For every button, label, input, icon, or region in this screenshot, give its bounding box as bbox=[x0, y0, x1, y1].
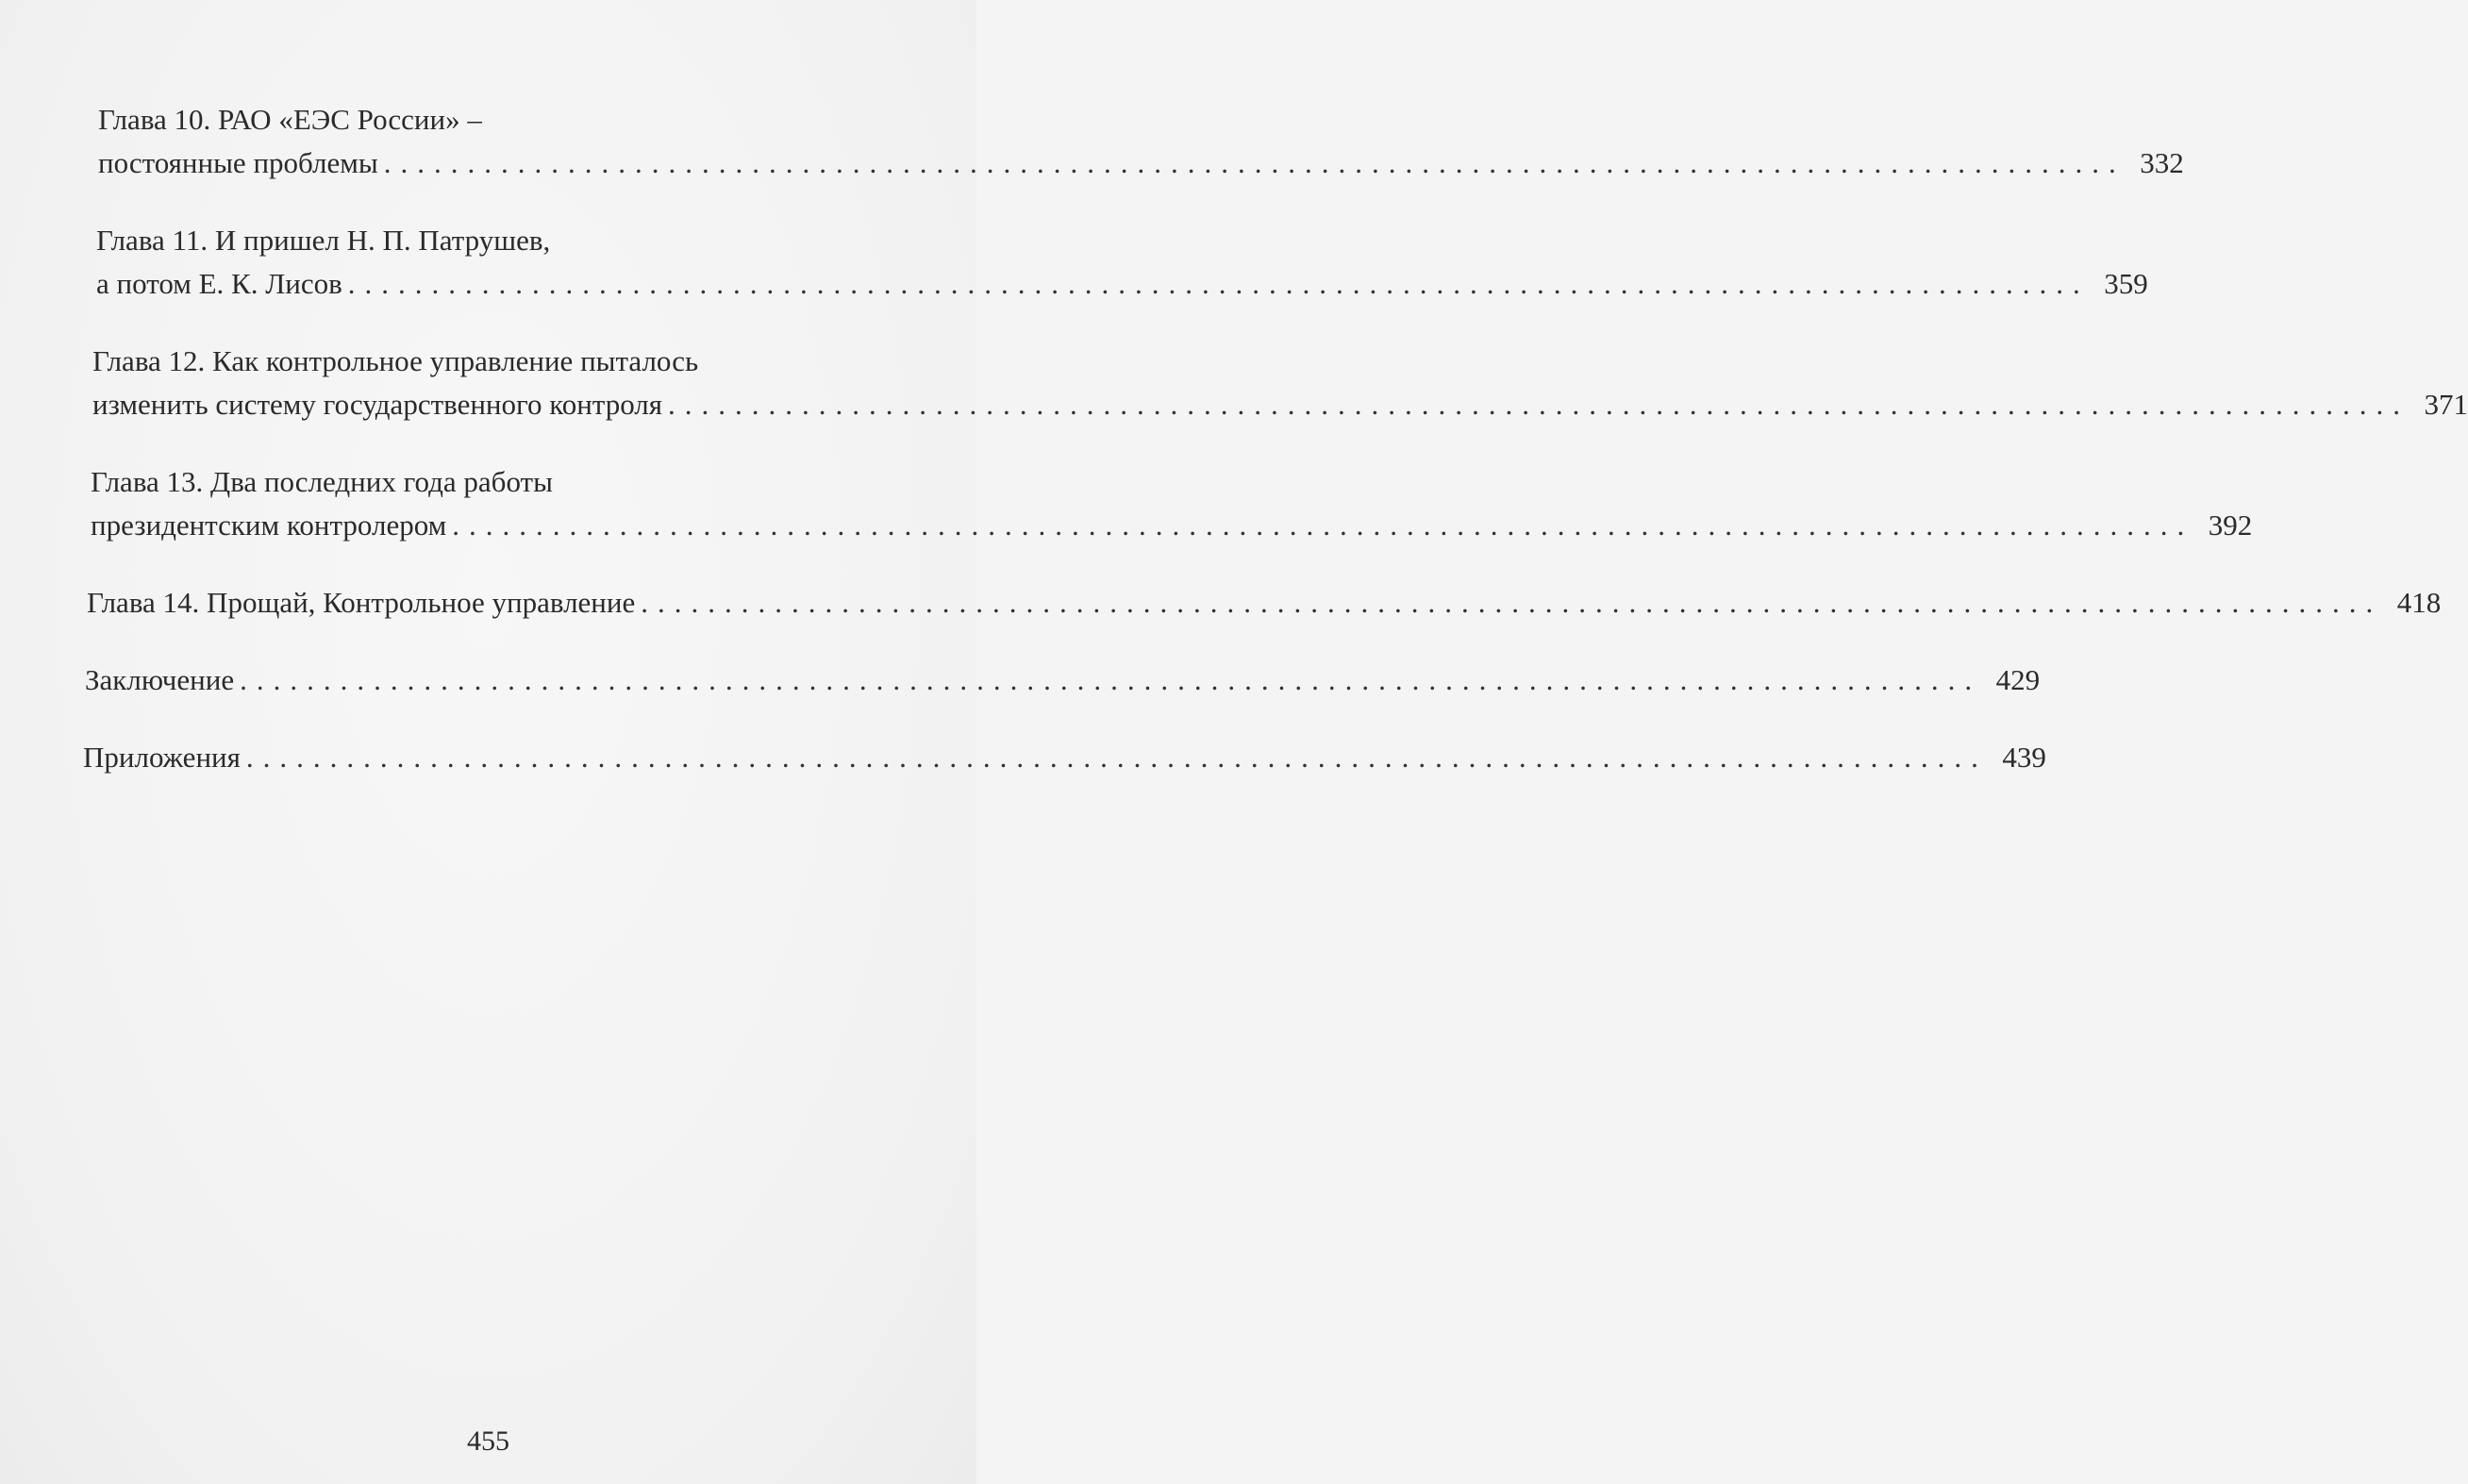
toc-entry-last-line bbox=[91, 504, 2253, 547]
page-number: 455 bbox=[467, 1426, 509, 1457]
toc-entry-chapter-10 bbox=[98, 98, 2184, 185]
toc-entry-chapter-13 bbox=[91, 460, 2253, 547]
toc-entry-last-line bbox=[83, 736, 2046, 779]
toc-entry-title: Заключение bbox=[85, 663, 235, 696]
toc-page-number: 359 bbox=[2104, 267, 2148, 300]
toc-entry-title-line: Глава 11. И пришел Н. П. Патрушев, bbox=[96, 224, 551, 257]
toc-page-number: 371 bbox=[2424, 388, 2468, 421]
toc-entry-chapter-11 bbox=[96, 219, 2148, 306]
toc-entry-last-line bbox=[92, 383, 2468, 426]
dot-leader: ........................................................................................................ bbox=[245, 741, 1988, 774]
toc-page-number: 332 bbox=[2140, 146, 2184, 179]
toc-entry-last-line bbox=[85, 659, 2041, 702]
toc-entry-title-line: Глава 12. Как контрольное управление пыталось bbox=[92, 344, 699, 377]
toc-entry-title-end: постоянные проблемы bbox=[98, 146, 378, 179]
toc-entry-chapter-12 bbox=[92, 340, 2468, 426]
dot-leader: ........................................................................................................ bbox=[668, 388, 2410, 421]
toc-page-number: 392 bbox=[2208, 509, 2253, 542]
dot-leader: ........................................................................................................ bbox=[347, 267, 2090, 300]
table-of-contents bbox=[83, 98, 2468, 813]
toc-entry-title-end: президентским контролером bbox=[91, 509, 447, 542]
toc-entry-title-end: изменить систему государственного контроля bbox=[92, 388, 663, 421]
toc-entry-last-line bbox=[96, 262, 2148, 306]
toc-entry-last-line bbox=[87, 581, 2442, 625]
toc-entry-title-line: Глава 10. РАО «ЕЭС России» – bbox=[98, 103, 482, 136]
toc-entry-title: Приложения bbox=[83, 741, 241, 774]
dot-leader: ........................................................................................................ bbox=[383, 146, 2126, 179]
dot-leader: ........................................................................................................ bbox=[452, 509, 2194, 542]
toc-page-number: 439 bbox=[2002, 741, 2046, 774]
toc-entry-last-line bbox=[98, 142, 2184, 185]
toc-entry-conclusion bbox=[85, 659, 2041, 702]
toc-page-number: 429 bbox=[1995, 663, 2041, 696]
toc-page-number: 418 bbox=[2396, 586, 2442, 619]
toc-entry-title: Глава 14. Прощай, Контрольное управление bbox=[87, 586, 636, 619]
toc-entry-title-line: Глава 13. Два последних года работы bbox=[91, 465, 553, 498]
toc-entry-chapter-14 bbox=[87, 581, 2442, 625]
dot-leader: ........................................................................................................ bbox=[240, 663, 1982, 696]
toc-entry-appendices bbox=[83, 736, 2046, 779]
toc-entry-title-end: а потом Е. К. Лисов bbox=[96, 267, 342, 300]
dot-leader: ........................................................................................................ bbox=[641, 586, 2383, 619]
